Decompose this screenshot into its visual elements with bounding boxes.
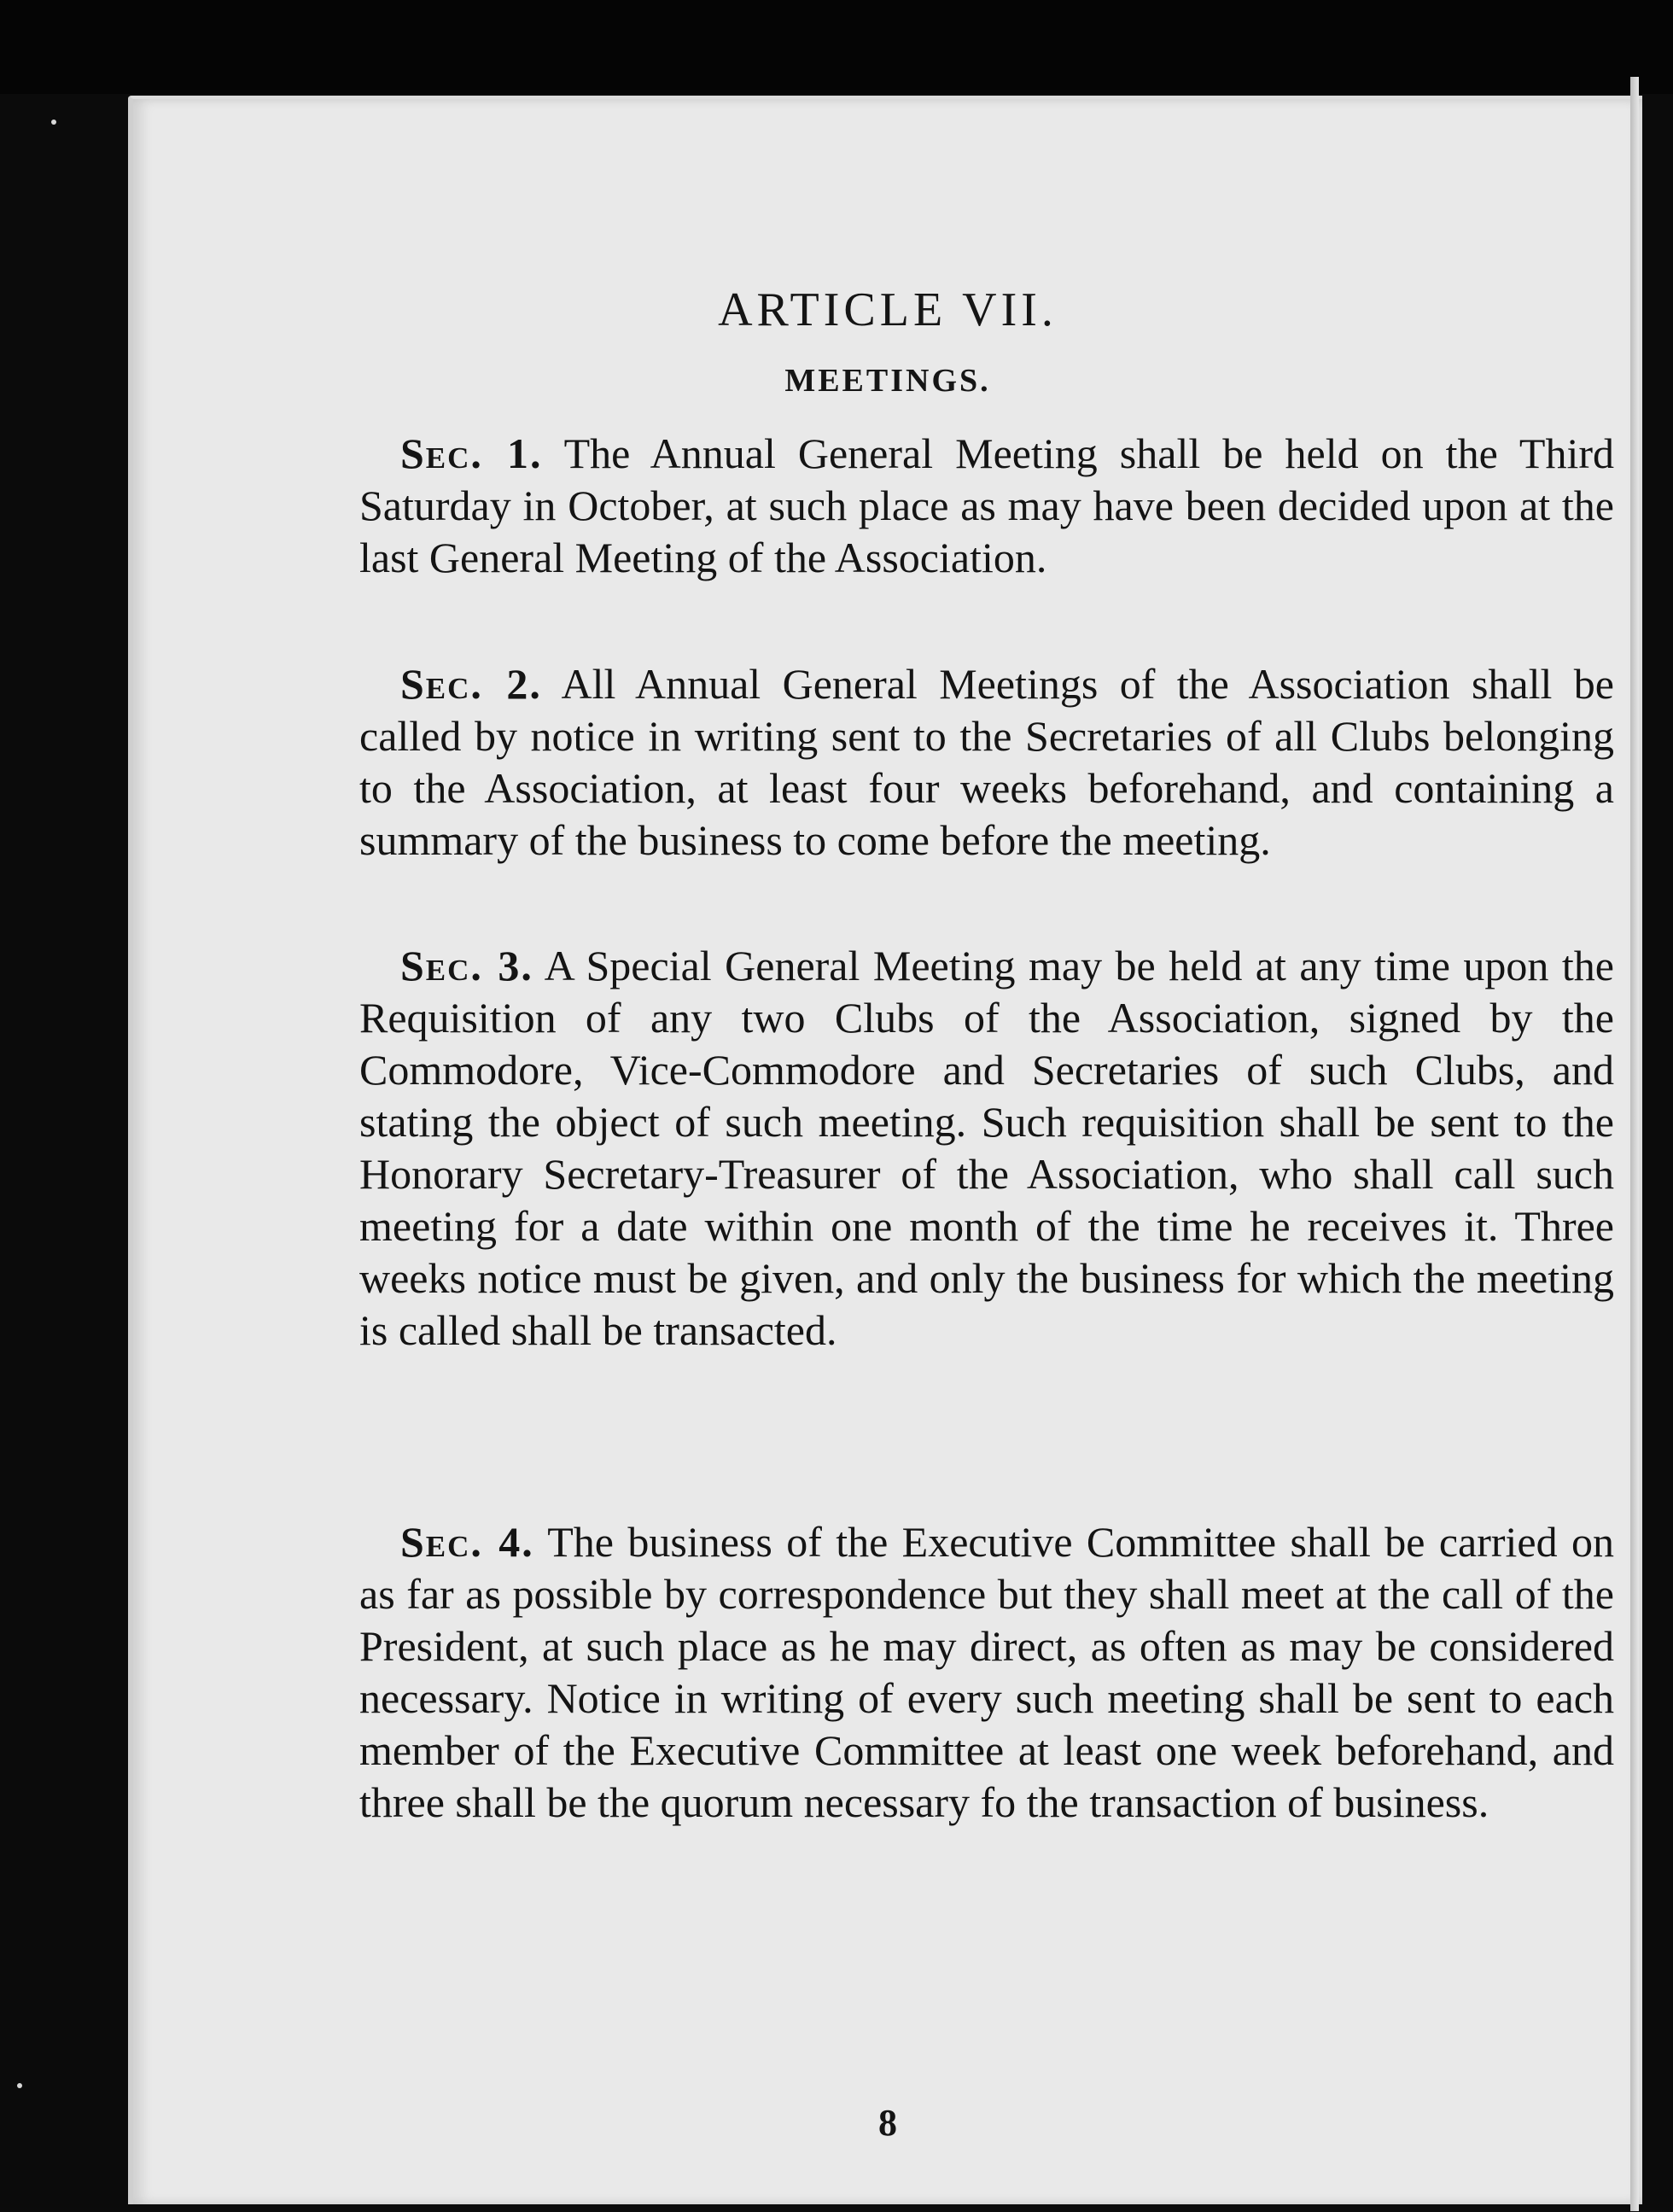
section-paragraph-2 [359,658,1614,867]
dust-speck [51,120,56,125]
section-label: Sec. 3. [400,942,533,989]
document-page [128,96,1642,2204]
dust-speck [17,2083,22,2088]
page-number: 8 [878,2102,897,2144]
section-label: Sec. 4. [400,1518,534,1566]
page-edge [1630,77,1639,2211]
section-subtitle: MEETINGS. [784,363,991,399]
section-text: A Special General Meeting may be held at any time upon the Requisition of any two Clubs of the Association, signed by the Commodore, Vice-Commodore and Secretaries of such Clubs, and stating the object of such meeting. Such requisition shall be sent to the Honorary Secretary-Treasurer of the Association, who shall call such meeting for a date within one month of the time he receives it. Three weeks notice must be given, and only the business for which the meeting is called shall be transacted. [359,942,1614,1354]
section-paragraph-3 [359,940,1614,1357]
section-text: The business of the Executive Committee shall be carried on as far as possible by correspondence but they shall meet at the call of the President, at such place as he may direct, as often as may be considered necessary. Notice in writing of every such meeting shall be sent to each member of the Executive Committee at least one week beforehand, and three shall be the quorum necessary fo the transaction of business. [359,1518,1614,1826]
section-label: Sec. 1. [400,429,543,477]
section-text: The Annual General Meeting shall be held on the Third Saturday in October, at such place as may have been decided upon at the last General Meeting of the Association. [359,429,1614,581]
scan-background [0,0,1673,94]
section-paragraph-4 [359,1516,1614,1829]
section-label: Sec. 2. [400,660,542,708]
section-paragraph-1 [359,428,1614,584]
section-text: All Annual General Meetings of the Association shall be called by notice in writing sent to the Secretaries of all Clubs belonging to the Association, at least four weeks beforehand, and containing a summary of the business to come before the meeting. [359,660,1614,864]
article-title: ARTICLE VII. [718,283,1058,336]
